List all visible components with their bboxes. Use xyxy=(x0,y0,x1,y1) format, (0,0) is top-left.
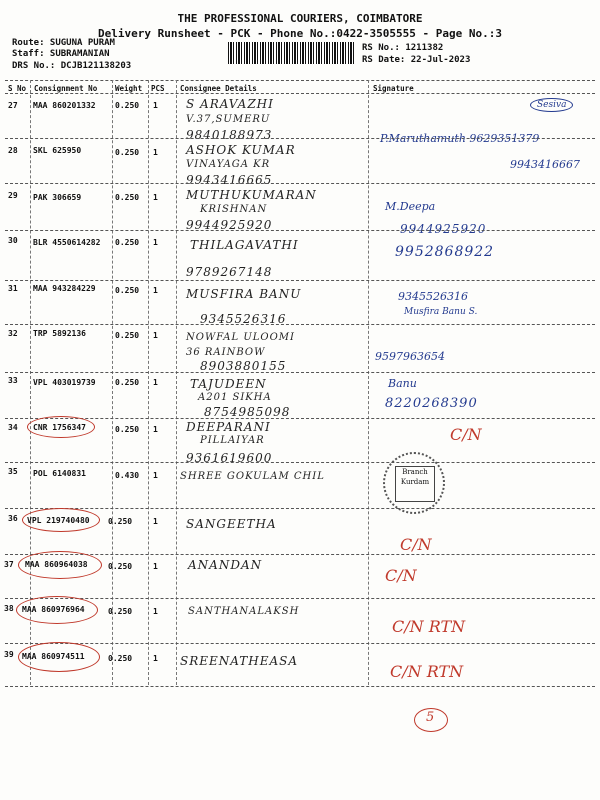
row-sno: 38 xyxy=(4,604,14,613)
row-rule xyxy=(5,230,595,231)
consignee-name: NOWFAL ULOOMI xyxy=(186,332,295,343)
status-mark: C/N xyxy=(400,535,432,554)
row-consignment-no: BLR 4550614282 xyxy=(33,238,101,247)
row-weight: 0.250 xyxy=(108,562,133,571)
row-sno: 33 xyxy=(8,376,18,385)
row-weight: 0.250 xyxy=(115,193,140,202)
row-weight: 0.250 xyxy=(115,238,140,247)
consignee-address: PILLAIYAR xyxy=(200,435,265,446)
col-header-pcs: PCS xyxy=(151,84,165,93)
signature-text: M.Deepa xyxy=(385,200,436,213)
consignee-name: MUTHUKUMARAN xyxy=(186,188,317,202)
row-consignment-no: SKL 625950 xyxy=(33,146,82,155)
consignee-address: A201 SIKHA xyxy=(198,392,272,403)
row-pcs: 1 xyxy=(153,654,158,663)
row-weight: 0.250 xyxy=(108,517,133,526)
row-weight: 0.250 xyxy=(108,654,133,663)
status-mark: C/N RTN xyxy=(390,662,464,681)
col-header-weight: Weight xyxy=(115,84,143,93)
row-rule xyxy=(5,418,595,419)
row-consignment-no: CNR 1756347 xyxy=(33,423,86,432)
barcode xyxy=(228,42,354,64)
consignee-name: S ARAVAZHI xyxy=(186,97,274,111)
consignee-phone: 9840188973 xyxy=(186,128,273,142)
row-pcs: 1 xyxy=(153,378,158,387)
row-sno: 39 xyxy=(4,650,14,659)
signature-phone: 9597963654 xyxy=(375,350,445,363)
col-header-consignment: Consignment No xyxy=(34,84,98,93)
row-rule xyxy=(5,324,595,325)
header-rule xyxy=(5,93,595,94)
row-pcs: 1 xyxy=(153,517,158,526)
signature-mark: Sesiva xyxy=(530,98,573,112)
signature-text: Musfira Banu S. xyxy=(404,307,478,317)
row-consignment-no: MAA 860201332 xyxy=(33,101,96,110)
col-divider xyxy=(30,80,31,685)
row-consignment-no: TRP 5892136 xyxy=(33,329,86,338)
row-consignment-no: MAA 860974511 xyxy=(22,652,85,661)
branch-stamp xyxy=(383,452,445,514)
row-sno: 27 xyxy=(8,101,18,110)
consignee-phone: 9361619600 xyxy=(186,451,273,465)
signature-phone: 9345526316 xyxy=(398,290,468,303)
company-title: THE PROFESSIONAL COURIERS, COIMBATORE xyxy=(177,12,423,25)
staff-label: Staff: SUBRAMANIAN xyxy=(12,49,110,59)
row-consignment-no: MAA 860964038 xyxy=(25,560,88,569)
row-pcs: 1 xyxy=(153,101,158,110)
row-rule xyxy=(5,598,595,599)
consignee-address: V.37,SUMERU xyxy=(186,114,271,125)
row-consignment-no: VPL 403019739 xyxy=(33,378,96,387)
row-sno: 37 xyxy=(4,560,14,569)
col-divider xyxy=(176,80,177,685)
status-mark: C/N xyxy=(450,425,482,444)
row-weight: 0.250 xyxy=(115,101,140,110)
row-sno: 31 xyxy=(8,284,18,293)
row-rule xyxy=(5,508,595,509)
row-sno: 34 xyxy=(8,423,18,432)
row-pcs: 1 xyxy=(153,562,158,571)
consignee-phone: 8754985098 xyxy=(204,405,291,419)
row-rule xyxy=(5,183,595,184)
row-sno: 28 xyxy=(8,146,18,155)
row-pcs: 1 xyxy=(153,148,158,157)
row-rule xyxy=(5,462,595,463)
col-header-consignee: Consignee Details xyxy=(180,84,257,93)
row-consignment-no: PAK 306659 xyxy=(33,193,82,202)
consignee-phone: 9789267148 xyxy=(186,265,273,279)
row-consignment-no: POL 6140831 xyxy=(33,469,86,478)
row-pcs: 1 xyxy=(153,471,158,480)
col-divider xyxy=(368,80,369,685)
row-weight: 0.250 xyxy=(115,286,140,295)
row-pcs: 1 xyxy=(153,331,158,340)
signature-text: Banu xyxy=(388,377,417,390)
signature-phone: 9952868922 xyxy=(395,244,495,260)
row-rule xyxy=(5,643,595,644)
row-pcs: 1 xyxy=(153,425,158,434)
row-sno: 30 xyxy=(8,236,18,245)
consignee-address: VINAYAGA KR xyxy=(186,159,271,170)
consignee-name: SREENATHEASA xyxy=(180,654,299,668)
consignee-phone: 9943416665 xyxy=(186,173,273,187)
row-pcs: 1 xyxy=(153,286,158,295)
row-weight: 0.250 xyxy=(115,425,140,434)
row-pcs: 1 xyxy=(153,193,158,202)
status-mark: C/N RTN xyxy=(392,617,466,636)
col-header-sno: S No xyxy=(8,84,27,93)
signature-phone: 9944925920 xyxy=(400,222,487,236)
consignee-phone: 9944925920 xyxy=(186,218,273,232)
table-top-rule xyxy=(5,80,595,81)
row-sno: 32 xyxy=(8,329,18,338)
col-divider xyxy=(112,80,113,685)
row-rule xyxy=(5,280,595,281)
signature-text: P.Maruthamuth 9629351379 xyxy=(380,132,540,145)
row-consignment-no: VPL 219740480 xyxy=(27,516,90,525)
runsheet-subtitle: Delivery Runsheet - PCK - Phone No.:0422-3505555 - Page No.:3 xyxy=(98,27,502,40)
row-pcs: 1 xyxy=(153,607,158,616)
row-weight: 0.250 xyxy=(115,148,140,157)
row-sno: 35 xyxy=(8,467,18,476)
rs-number: RS No.: 1211382 xyxy=(362,43,444,53)
row-weight: 0.250 xyxy=(108,607,133,616)
row-sno: 36 xyxy=(8,514,18,523)
status-mark: C/N xyxy=(385,566,417,585)
row-sno: 29 xyxy=(8,191,18,200)
row-consignment-no: MAA 943284229 xyxy=(33,284,96,293)
table-bottom-rule xyxy=(5,686,595,687)
consignee-name: THILAGAVATHI xyxy=(190,238,299,252)
consignee-address: KRISHNAN xyxy=(200,204,268,215)
route-label: Route: SUGUNA PURAM xyxy=(12,38,115,48)
drs-label: DRS No.: DCJB121138203 xyxy=(12,61,132,71)
col-divider xyxy=(148,80,149,685)
consignee-name: SANGEETHA xyxy=(186,517,277,531)
row-weight: 0.250 xyxy=(115,331,140,340)
row-rule xyxy=(5,372,595,373)
consignee-phone: 9345526316 xyxy=(200,312,287,326)
consignee-name: SANTHANALAKSH xyxy=(188,606,300,617)
col-header-signature: Signature xyxy=(373,84,414,93)
signature-phone: 8220268390 xyxy=(385,396,478,411)
consignee-name: DEEPARANI xyxy=(186,420,271,434)
stamp-text: Branch Kurdam xyxy=(395,466,435,502)
consignee-address: 36 RAINBOW xyxy=(186,347,266,358)
consignee-name: MUSFIRA BANU xyxy=(186,287,302,301)
row-weight: 0.250 xyxy=(115,378,140,387)
row-rule xyxy=(5,554,595,555)
signature-phone: 9943416667 xyxy=(510,158,580,171)
consignee-phone: 8903880155 xyxy=(200,359,287,373)
rs-date: RS Date: 22-Jul-2023 xyxy=(362,55,471,65)
row-rule xyxy=(5,138,595,139)
consignee-name: TAJUDEEN xyxy=(190,377,267,391)
row-consignment-no: MAA 860976964 xyxy=(22,605,85,614)
page-count-text: 5 xyxy=(426,710,435,725)
consignee-name: SHREE GOKULAM CHIL xyxy=(180,471,325,482)
consignee-name: ANANDAN xyxy=(188,558,263,572)
row-weight: 0.430 xyxy=(115,471,140,480)
consignee-name: ASHOK KUMAR xyxy=(186,143,296,157)
row-pcs: 1 xyxy=(153,238,158,247)
